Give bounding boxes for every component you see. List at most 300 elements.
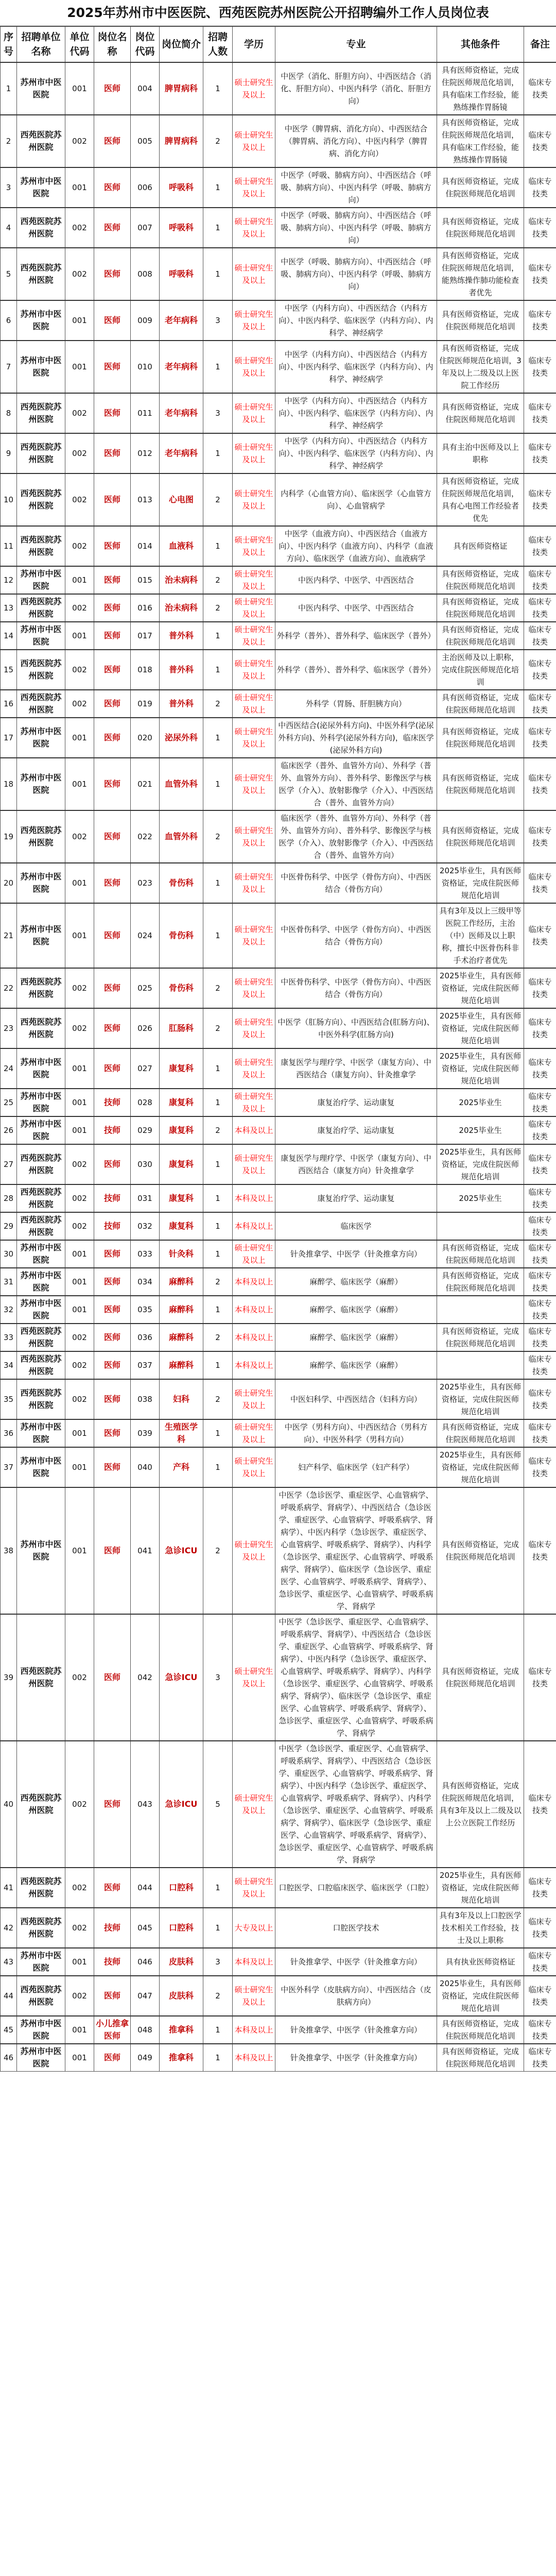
post-code-cell: 016 <box>131 594 160 622</box>
table-row <box>1 167 556 208</box>
unit-name-cell: 苏州市中医医院 <box>17 1296 65 1324</box>
department-cell: 麻醉科 <box>160 1351 203 1379</box>
note-cell: 临床专技类 <box>524 863 556 903</box>
row-number-cell: 30 <box>1 1240 17 1268</box>
unit-code-cell: 001 <box>65 1948 94 1976</box>
note-cell: 临床专技类 <box>524 650 556 690</box>
other-conditions-cell: 具有医师资格证，完成住院医师规范化培训，具有心电图工作经验者优先 <box>437 473 524 526</box>
table-row <box>1 1487 556 1614</box>
post-code-cell: 044 <box>131 1868 160 1908</box>
headcount-cell: 1 <box>203 1212 233 1240</box>
post-code-cell: 041 <box>131 1487 160 1614</box>
department-cell: 推拿科 <box>160 2016 203 2044</box>
post-name-cell: 医师 <box>94 300 131 341</box>
headcount-cell: 2 <box>203 566 233 594</box>
page-title: 2025年苏州市中医医院、西苑医院苏州医院公开招聘编外工作人员岗位表 <box>0 0 556 26</box>
department-cell: 脾胃病科 <box>160 115 203 167</box>
major-cell: 康复治疗学、运动康复 <box>275 1089 437 1116</box>
education-cell: 本科及以上 <box>233 1212 275 1240</box>
other-conditions-cell: 2025毕业生，具有医师资格证，完成住院医师规范化培训 <box>437 1976 524 2016</box>
headcount-cell: 1 <box>203 1908 233 1948</box>
headcount-cell: 2 <box>203 1324 233 1351</box>
major-cell: 中医骨伤科学、中医学（骨伤方向）、中西医结合（骨伤方向） <box>275 863 437 903</box>
unit-code-cell: 001 <box>65 300 94 341</box>
headcount-cell: 1 <box>203 1089 233 1116</box>
post-code-cell: 010 <box>131 341 160 393</box>
table-row <box>1 968 556 1008</box>
department-cell: 急诊ICU <box>160 1614 203 1741</box>
table-row <box>1 1296 556 1324</box>
post-name-cell: 医师 <box>94 566 131 594</box>
other-conditions-cell: 具有医师资格证，完成住院医师规范化培训 <box>437 393 524 433</box>
note-cell: 临床专技类 <box>524 2016 556 2044</box>
table-row <box>1 1614 556 1741</box>
other-conditions-cell: 具有医师资格证，完成住院医师规范化培训 <box>437 718 524 758</box>
department-cell: 普外科 <box>160 690 203 718</box>
major-cell: 临床医学 <box>275 1212 437 1240</box>
post-name-cell: 医师 <box>94 650 131 690</box>
post-code-cell: 006 <box>131 167 160 208</box>
unit-code-cell: 002 <box>65 1741 94 1868</box>
education-cell: 硕士研究生及以上 <box>233 1144 275 1184</box>
headcount-cell: 1 <box>203 1419 233 1447</box>
post-code-cell: 005 <box>131 115 160 167</box>
education-cell: 本科及以上 <box>233 1116 275 1144</box>
other-conditions-cell: 具有医师资格证，完成住院医师规范化培训 <box>437 758 524 810</box>
education-cell: 本科及以上 <box>233 1948 275 1976</box>
post-code-cell: 030 <box>131 1144 160 1184</box>
post-code-cell: 047 <box>131 1976 160 2016</box>
major-cell: 中医内科学、中医学、中西医结合 <box>275 566 437 594</box>
unit-code-cell: 002 <box>65 248 94 300</box>
table-row <box>1 208 556 248</box>
unit-name-cell: 苏州市中医医院 <box>17 1948 65 1976</box>
unit-name-cell: 西苑医院苏州医院 <box>17 208 65 248</box>
post-name-cell: 医师 <box>94 903 131 968</box>
major-cell: 口腔医学、口腔临床医学、临床医学（口腔） <box>275 1868 437 1908</box>
unit-name-cell: 西苑医院苏州医院 <box>17 1908 65 1948</box>
post-name-cell: 医师 <box>94 208 131 248</box>
department-cell: 生殖医学科 <box>160 1419 203 1447</box>
education-cell: 本科及以上 <box>233 1296 275 1324</box>
note-cell: 临床专技类 <box>524 341 556 393</box>
unit-code-cell: 002 <box>65 650 94 690</box>
post-code-cell: 023 <box>131 863 160 903</box>
post-name-cell: 医师 <box>94 1741 131 1868</box>
major-cell: 针灸推拿学、中医学（针灸推拿方向） <box>275 2044 437 2072</box>
table-row <box>1 903 556 968</box>
department-cell: 呼吸科 <box>160 167 203 208</box>
education-cell: 硕士研究生及以上 <box>233 62 275 115</box>
note-cell: 临床专技类 <box>524 1240 556 1268</box>
note-cell: 临床专技类 <box>524 433 556 473</box>
header-note: 备注 <box>524 27 556 63</box>
note-cell: 临床专技类 <box>524 115 556 167</box>
unit-code-cell: 001 <box>65 1447 94 1487</box>
headcount-cell: 2 <box>203 473 233 526</box>
unit-code-cell: 002 <box>65 1184 94 1212</box>
post-code-cell: 048 <box>131 2016 160 2044</box>
unit-code-cell: 001 <box>65 1240 94 1268</box>
row-number-cell: 33 <box>1 1324 17 1351</box>
other-conditions-cell: 2025毕业生 <box>437 1116 524 1144</box>
headcount-cell: 3 <box>203 393 233 433</box>
major-cell: 中医学（内科方向）、中西医结合（内科方向）、中医内科学、临床医学（内科方向）、内科学、神经病学 <box>275 341 437 393</box>
unit-name-cell: 西苑医院苏州医院 <box>17 248 65 300</box>
post-name-cell: 医师 <box>94 1447 131 1487</box>
post-name-cell: 医师 <box>94 810 131 863</box>
major-cell: 麻醉学、临床医学（麻醉） <box>275 1268 437 1296</box>
department-cell: 针灸科 <box>160 1240 203 1268</box>
education-cell: 硕士研究生及以上 <box>233 1240 275 1268</box>
unit-code-cell: 001 <box>65 1048 94 1089</box>
unit-name-cell: 苏州市中医医院 <box>17 903 65 968</box>
other-conditions-cell: 具有医师资格证，完成住院医师规范化培训 <box>437 566 524 594</box>
headcount-cell: 1 <box>203 248 233 300</box>
education-cell: 硕士研究生及以上 <box>233 566 275 594</box>
major-cell: 中医学（内科方向）、中西医结合（内科方向）、中医内科学、临床医学（内科方向）、内科学、神经病学 <box>275 300 437 341</box>
other-conditions-cell: 具有医师资格证，完成住院医师规范化培训 <box>437 2016 524 2044</box>
post-name-cell: 医师 <box>94 1419 131 1447</box>
note-cell: 临床专技类 <box>524 1908 556 1948</box>
post-name-cell: 医师 <box>94 1296 131 1324</box>
unit-code-cell: 001 <box>65 1089 94 1116</box>
post-code-cell: 024 <box>131 903 160 968</box>
table-row <box>1 1351 556 1379</box>
department-cell: 老年病科 <box>160 433 203 473</box>
education-cell: 本科及以上 <box>233 1324 275 1351</box>
header-dept: 岗位简介 <box>160 27 203 63</box>
unit-code-cell: 002 <box>65 690 94 718</box>
major-cell: 口腔医学技术 <box>275 1908 437 1948</box>
post-name-cell: 医师 <box>94 526 131 566</box>
unit-code-cell: 001 <box>65 1487 94 1614</box>
post-name-cell: 医师 <box>94 433 131 473</box>
unit-name-cell: 苏州市中医医院 <box>17 2016 65 2044</box>
headcount-cell: 1 <box>203 433 233 473</box>
unit-code-cell: 001 <box>65 863 94 903</box>
row-number-cell: 17 <box>1 718 17 758</box>
post-code-cell: 004 <box>131 62 160 115</box>
unit-code-cell: 001 <box>65 1419 94 1447</box>
headcount-cell: 2 <box>203 594 233 622</box>
education-cell: 硕士研究生及以上 <box>233 622 275 650</box>
row-number-cell: 12 <box>1 566 17 594</box>
post-code-cell: 040 <box>131 1447 160 1487</box>
education-cell: 硕士研究生及以上 <box>233 1048 275 1089</box>
unit-code-cell: 002 <box>65 1379 94 1419</box>
note-cell: 临床专技类 <box>524 718 556 758</box>
other-conditions-cell: 2025毕业生，具有医师资格证，完成住院医师规范化培训 <box>437 968 524 1008</box>
row-number-cell: 35 <box>1 1379 17 1419</box>
department-cell: 泌尿外科 <box>160 718 203 758</box>
major-cell: 康复医学与理疗学、中医学（康复方向）、中西医结合（康复方向）针灸推拿学 <box>275 1144 437 1184</box>
post-code-cell: 045 <box>131 1908 160 1948</box>
table-row <box>1 393 556 433</box>
department-cell: 老年病科 <box>160 341 203 393</box>
table-row <box>1 566 556 594</box>
table-row <box>1 1184 556 1212</box>
department-cell: 皮肤科 <box>160 1976 203 2016</box>
post-name-cell: 医师 <box>94 1868 131 1908</box>
education-cell: 硕士研究生及以上 <box>233 115 275 167</box>
note-cell: 临床专技类 <box>524 690 556 718</box>
post-code-cell: 043 <box>131 1741 160 1868</box>
post-name-cell: 医师 <box>94 594 131 622</box>
department-cell: 急诊ICU <box>160 1487 203 1614</box>
major-cell: 中医内科学、中医学、中西医结合 <box>275 594 437 622</box>
headcount-cell: 2 <box>203 115 233 167</box>
department-cell: 康复科 <box>160 1048 203 1089</box>
row-number-cell: 15 <box>1 650 17 690</box>
table-row <box>1 1212 556 1240</box>
note-cell: 临床专技类 <box>524 1351 556 1379</box>
table-row <box>1 1976 556 2016</box>
unit-name-cell: 苏州市中医医院 <box>17 1419 65 1447</box>
unit-code-cell: 001 <box>65 1296 94 1324</box>
other-conditions-cell: 具有医师资格证，完成住院医师规范化培训 <box>437 1240 524 1268</box>
table-row <box>1 115 556 167</box>
header-no: 序号 <box>1 27 17 63</box>
unit-name-cell: 苏州市中医医院 <box>17 1048 65 1089</box>
post-code-cell: 035 <box>131 1296 160 1324</box>
education-cell: 本科及以上 <box>233 1184 275 1212</box>
headcount-cell: 1 <box>203 1184 233 1212</box>
note-cell: 临床专技类 <box>524 300 556 341</box>
note-cell: 临床专技类 <box>524 167 556 208</box>
headcount-cell: 2 <box>203 810 233 863</box>
post-code-cell: 029 <box>131 1116 160 1144</box>
table-row <box>1 2016 556 2044</box>
headcount-cell: 1 <box>203 1048 233 1089</box>
post-code-cell: 028 <box>131 1089 160 1116</box>
department-cell: 老年病科 <box>160 300 203 341</box>
major-cell: 妇产科学、临床医学（妇产科学） <box>275 1447 437 1487</box>
unit-name-cell: 西苑医院苏州医院 <box>17 1324 65 1351</box>
unit-code-cell: 002 <box>65 1351 94 1379</box>
note-cell: 临床专技类 <box>524 1447 556 1487</box>
unit-name-cell: 西苑医院苏州医院 <box>17 1144 65 1184</box>
post-name-cell: 医师 <box>94 115 131 167</box>
unit-name-cell: 苏州市中医医院 <box>17 1116 65 1144</box>
other-conditions-cell: 具有医师资格证 <box>437 526 524 566</box>
header-unit-code: 单位代码 <box>65 27 94 63</box>
note-cell: 临床专技类 <box>524 1741 556 1868</box>
post-code-cell: 039 <box>131 1419 160 1447</box>
unit-name-cell: 西苑医院苏州医院 <box>17 1184 65 1212</box>
major-cell: 针灸推拿学、中医学（针灸推拿方向） <box>275 2016 437 2044</box>
row-number-cell: 26 <box>1 1116 17 1144</box>
row-number-cell: 32 <box>1 1296 17 1324</box>
note-cell: 临床专技类 <box>524 1976 556 2016</box>
education-cell: 硕士研究生及以上 <box>233 1868 275 1908</box>
note-cell: 临床专技类 <box>524 393 556 433</box>
education-cell: 硕士研究生及以上 <box>233 526 275 566</box>
unit-code-cell: 001 <box>65 903 94 968</box>
education-cell: 硕士研究生及以上 <box>233 1419 275 1447</box>
post-name-cell: 医师 <box>94 62 131 115</box>
table-row <box>1 300 556 341</box>
other-conditions-cell: 2025毕业生，具有医师资格证，完成住院医师规范化培训 <box>437 1447 524 1487</box>
unit-name-cell: 西苑医院苏州医院 <box>17 650 65 690</box>
major-cell: 中西医结合(泌尿外科方向)、中医外科学(泌尿外科方向)、外科学(泌尿外科方向)，临床医学(泌尿外科方向) <box>275 718 437 758</box>
headcount-cell: 2 <box>203 1116 233 1144</box>
major-cell: 麻醉学、临床医学（麻醉） <box>275 1324 437 1351</box>
education-cell: 硕士研究生及以上 <box>233 1487 275 1614</box>
post-name-cell: 技师 <box>94 1089 131 1116</box>
headcount-cell: 1 <box>203 650 233 690</box>
post-code-cell: 021 <box>131 758 160 810</box>
row-number-cell: 13 <box>1 594 17 622</box>
other-conditions-cell: 具有医师资格证，完成住院医师规范化培训 <box>437 594 524 622</box>
unit-name-cell: 西苑医院苏州医院 <box>17 1868 65 1908</box>
table-row <box>1 810 556 863</box>
major-cell: 中医学（呼吸、肺病方向）、中西医结合（呼吸、肺病方向）、中医内科学（呼吸、肺病方向） <box>275 208 437 248</box>
education-cell: 硕士研究生及以上 <box>233 690 275 718</box>
unit-code-cell: 002 <box>65 1144 94 1184</box>
post-code-cell: 014 <box>131 526 160 566</box>
post-name-cell: 技师 <box>94 1212 131 1240</box>
headcount-cell: 2 <box>203 1487 233 1614</box>
note-cell: 临床专技类 <box>524 1379 556 1419</box>
table-row <box>1 1948 556 1976</box>
unit-name-cell: 苏州市中医医院 <box>17 1089 65 1116</box>
department-cell: 骨伤科 <box>160 863 203 903</box>
header-post-code: 岗位代码 <box>131 27 160 63</box>
unit-name-cell: 苏州市中医医院 <box>17 1240 65 1268</box>
department-cell: 普外科 <box>160 650 203 690</box>
row-number-cell: 7 <box>1 341 17 393</box>
row-number-cell: 27 <box>1 1144 17 1184</box>
row-number-cell: 6 <box>1 300 17 341</box>
post-code-cell: 049 <box>131 2044 160 2072</box>
note-cell: 临床专技类 <box>524 1184 556 1212</box>
post-name-cell: 技师 <box>94 1948 131 1976</box>
headcount-cell: 1 <box>203 167 233 208</box>
department-cell: 急诊ICU <box>160 1741 203 1868</box>
other-conditions-cell: 2025毕业生，具有医师资格证，完成住院医师规范化培训 <box>437 1008 524 1048</box>
department-cell: 产科 <box>160 1447 203 1487</box>
department-cell: 呼吸科 <box>160 248 203 300</box>
unit-code-cell: 002 <box>65 473 94 526</box>
headcount-cell: 1 <box>203 1144 233 1184</box>
unit-name-cell: 西苑医院苏州医院 <box>17 433 65 473</box>
row-number-cell: 11 <box>1 526 17 566</box>
unit-code-cell: 002 <box>65 1614 94 1741</box>
row-number-cell: 38 <box>1 1487 17 1614</box>
note-cell: 临床专技类 <box>524 208 556 248</box>
unit-code-cell: 001 <box>65 758 94 810</box>
unit-code-cell: 002 <box>65 1976 94 2016</box>
note-cell: 临床专技类 <box>524 1948 556 1976</box>
unit-name-cell: 苏州市中医医院 <box>17 1268 65 1296</box>
education-cell: 硕士研究生及以上 <box>233 1008 275 1048</box>
post-code-cell: 018 <box>131 650 160 690</box>
note-cell: 临床专技类 <box>524 1324 556 1351</box>
unit-name-cell: 西苑医院苏州医院 <box>17 1212 65 1240</box>
positions-table <box>0 26 556 2072</box>
major-cell: 外科学（普外）、普外科学、临床医学（普外） <box>275 622 437 650</box>
note-cell: 临床专技类 <box>524 1008 556 1048</box>
note-cell: 临床专技类 <box>524 758 556 810</box>
note-cell: 临床专技类 <box>524 810 556 863</box>
row-number-cell: 34 <box>1 1351 17 1379</box>
table-row <box>1 1419 556 1447</box>
headcount-cell: 1 <box>203 622 233 650</box>
post-name-cell: 技师 <box>94 1116 131 1144</box>
department-cell: 口腔科 <box>160 1908 203 1948</box>
headcount-cell: 1 <box>203 1351 233 1379</box>
unit-code-cell: 002 <box>65 968 94 1008</box>
other-conditions-cell: 2025毕业生，具有医师资格证，完成住院医师规范化培训 <box>437 1048 524 1089</box>
row-number-cell: 39 <box>1 1614 17 1741</box>
post-name-cell: 医师 <box>94 1487 131 1614</box>
row-number-cell: 22 <box>1 968 17 1008</box>
other-conditions-cell: 2025毕业生 <box>437 1089 524 1116</box>
education-cell: 硕士研究生及以上 <box>233 1089 275 1116</box>
department-cell: 康复科 <box>160 1144 203 1184</box>
post-name-cell: 医师 <box>94 1379 131 1419</box>
education-cell: 硕士研究生及以上 <box>233 167 275 208</box>
table-row <box>1 433 556 473</box>
unit-name-cell: 西苑医院苏州医院 <box>17 115 65 167</box>
table-row <box>1 1048 556 1089</box>
row-number-cell: 18 <box>1 758 17 810</box>
other-conditions-cell: 主治医师及以上职称，完成住院医师规范化培训 <box>437 650 524 690</box>
unit-name-cell: 苏州市中医医院 <box>17 758 65 810</box>
department-cell: 血管外科 <box>160 758 203 810</box>
education-cell: 硕士研究生及以上 <box>233 248 275 300</box>
education-cell: 硕士研究生及以上 <box>233 341 275 393</box>
note-cell: 临床专技类 <box>524 566 556 594</box>
unit-code-cell: 002 <box>65 1868 94 1908</box>
post-name-cell: 医师 <box>94 2044 131 2072</box>
row-number-cell: 46 <box>1 2044 17 2072</box>
unit-code-cell: 002 <box>65 1212 94 1240</box>
major-cell: 康复治疗学、运动康复 <box>275 1184 437 1212</box>
other-conditions-cell: 具有医师资格证，完成住院医师规范化培训 <box>437 1614 524 1741</box>
post-code-cell: 034 <box>131 1268 160 1296</box>
department-cell: 骨伤科 <box>160 903 203 968</box>
post-name-cell: 医师 <box>94 1268 131 1296</box>
major-cell: 中医学（男科方向）、中西医结合（男科方向）、中医外科学（男科方向） <box>275 1419 437 1447</box>
post-code-cell: 007 <box>131 208 160 248</box>
table-row <box>1 1908 556 1948</box>
unit-name-cell: 苏州市中医医院 <box>17 2044 65 2072</box>
unit-name-cell: 苏州市中医医院 <box>17 341 65 393</box>
education-cell: 硕士研究生及以上 <box>233 473 275 526</box>
table-row <box>1 758 556 810</box>
major-cell: 针灸推拿学、中医学（针灸推拿方向） <box>275 1948 437 1976</box>
note-cell: 临床专技类 <box>524 1296 556 1324</box>
education-cell: 硕士研究生及以上 <box>233 903 275 968</box>
major-cell: 麻醉学、临床医学（麻醉） <box>275 1351 437 1379</box>
education-cell: 硕士研究生及以上 <box>233 968 275 1008</box>
education-cell: 硕士研究生及以上 <box>233 1976 275 2016</box>
unit-name-cell: 西苑医院苏州医院 <box>17 594 65 622</box>
unit-code-cell: 002 <box>65 393 94 433</box>
header-other: 其他条件 <box>437 27 524 63</box>
department-cell: 麻醉科 <box>160 1324 203 1351</box>
table-row <box>1 248 556 300</box>
other-conditions-cell: 具有医师资格证，完成住院医师规范化培训 <box>437 1268 524 1296</box>
headcount-cell: 1 <box>203 2016 233 2044</box>
department-cell: 心电图 <box>160 473 203 526</box>
education-cell: 硕士研究生及以上 <box>233 863 275 903</box>
post-code-cell: 027 <box>131 1048 160 1089</box>
headcount-cell: 3 <box>203 1948 233 1976</box>
department-cell: 康复科 <box>160 1116 203 1144</box>
